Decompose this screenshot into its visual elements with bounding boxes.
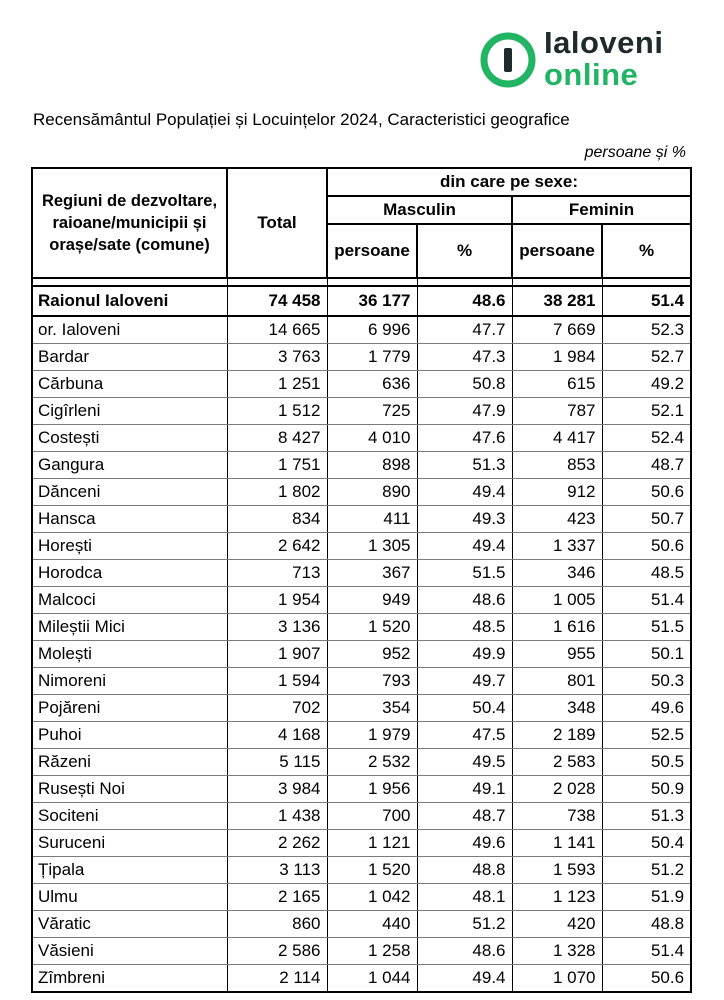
- cell-name: Văratic: [32, 911, 227, 938]
- cell-female-persons: 1 337: [512, 533, 602, 560]
- table-row: [32, 506, 691, 533]
- cell-name: Bardar: [32, 344, 227, 371]
- cell-female-persons: 1 984: [512, 344, 602, 371]
- cell-female-persons: 2 189: [512, 722, 602, 749]
- table-row: [32, 316, 691, 344]
- cell-female-persons: 1 005: [512, 587, 602, 614]
- cell-male-persons: 952: [327, 641, 417, 668]
- cell-female-percent: 50.6: [602, 965, 691, 993]
- table-row: [32, 560, 691, 587]
- header-male-persons: persoane: [327, 224, 417, 278]
- table-row: [32, 371, 691, 398]
- cell-female-persons: 787: [512, 398, 602, 425]
- table-row: [32, 749, 691, 776]
- cell-male-percent: 50.8: [417, 371, 512, 398]
- cell-male-persons: 1 305: [327, 533, 417, 560]
- cell-female-percent: 48.8: [602, 911, 691, 938]
- cell-male-percent: 48.1: [417, 884, 512, 911]
- cell-total: 1 512: [227, 398, 327, 425]
- cell-male-persons: 411: [327, 506, 417, 533]
- total-row: [32, 286, 691, 316]
- cell-male-percent: 48.6: [417, 938, 512, 965]
- table-body: [32, 278, 691, 992]
- cell-name: Sociteni: [32, 803, 227, 830]
- cell-female-percent: 50.1: [602, 641, 691, 668]
- header-female-persons: persoane: [512, 224, 602, 278]
- cell-male-percent: 51.2: [417, 911, 512, 938]
- page-title: Recensământul Populației și Locuințelor 2024, Caracteristici geografice: [33, 110, 570, 129]
- cell-total: 74 458: [227, 286, 327, 316]
- cell-total: 1 251: [227, 371, 327, 398]
- cell-total: 1 751: [227, 452, 327, 479]
- logo-text-ialoveni: Ialoveni: [544, 25, 664, 60]
- cell-male-percent: 48.7: [417, 803, 512, 830]
- cell-female-persons: 2 583: [512, 749, 602, 776]
- cell-male-persons: 1 044: [327, 965, 417, 993]
- cell-total: 860: [227, 911, 327, 938]
- cell-female-persons: 1 070: [512, 965, 602, 993]
- cell-male-percent: 49.5: [417, 749, 512, 776]
- table-row: [32, 965, 691, 993]
- cell-male-persons: 36 177: [327, 286, 417, 316]
- cell-female-persons: 346: [512, 560, 602, 587]
- cell-female-persons: 423: [512, 506, 602, 533]
- cell-female-percent: 49.2: [602, 371, 691, 398]
- cell-male-persons: 898: [327, 452, 417, 479]
- table-row: [32, 425, 691, 452]
- cell-male-persons: 725: [327, 398, 417, 425]
- cell-male-persons: 1 121: [327, 830, 417, 857]
- table-row: [32, 344, 691, 371]
- cell-female-percent: 51.4: [602, 938, 691, 965]
- cell-female-persons: 1 123: [512, 884, 602, 911]
- cell-male-persons: 1 520: [327, 857, 417, 884]
- cell-male-persons: 1 956: [327, 776, 417, 803]
- cell-name: Pojăreni: [32, 695, 227, 722]
- cell-name: Cărbuna: [32, 371, 227, 398]
- cell-total: 713: [227, 560, 327, 587]
- cell-female-persons: 420: [512, 911, 602, 938]
- brand-logo: [478, 26, 688, 96]
- cell-male-percent: 49.9: [417, 641, 512, 668]
- cell-female-percent: 50.7: [602, 506, 691, 533]
- table-row: [32, 398, 691, 425]
- cell-total: 3 763: [227, 344, 327, 371]
- cell-name: Mileștii Mici: [32, 614, 227, 641]
- cell-male-percent: 51.5: [417, 560, 512, 587]
- header-by-sex: din care pe sexe:: [327, 168, 691, 196]
- table-row: [32, 695, 691, 722]
- cell-total: 834: [227, 506, 327, 533]
- cell-female-percent: 52.7: [602, 344, 691, 371]
- cell-name: or. Ialoveni: [32, 316, 227, 344]
- cell-name: Văsieni: [32, 938, 227, 965]
- cell-female-persons: 1 141: [512, 830, 602, 857]
- cell-name: Horești: [32, 533, 227, 560]
- cell-name: Molești: [32, 641, 227, 668]
- cell-name: Hansca: [32, 506, 227, 533]
- cell-name: Țipala: [32, 857, 227, 884]
- cell-total: 2 262: [227, 830, 327, 857]
- cell-female-percent: 52.4: [602, 425, 691, 452]
- cell-total: 2 114: [227, 965, 327, 993]
- cell-male-persons: 367: [327, 560, 417, 587]
- header-female-percent: %: [602, 224, 691, 278]
- cell-male-percent: 49.4: [417, 479, 512, 506]
- header-total: Total: [227, 168, 327, 278]
- table-row: [32, 641, 691, 668]
- cell-male-percent: 51.3: [417, 452, 512, 479]
- cell-total: 2 586: [227, 938, 327, 965]
- cell-female-percent: 48.7: [602, 452, 691, 479]
- cell-male-percent: 49.6: [417, 830, 512, 857]
- cell-female-percent: 50.6: [602, 533, 691, 560]
- census-table: [31, 167, 692, 993]
- table-row: [32, 911, 691, 938]
- cell-female-percent: 49.6: [602, 695, 691, 722]
- cell-total: 3 136: [227, 614, 327, 641]
- table-row: [32, 668, 691, 695]
- cell-total: 2 642: [227, 533, 327, 560]
- cell-female-percent: 50.3: [602, 668, 691, 695]
- cell-name: Dănceni: [32, 479, 227, 506]
- cell-total: 702: [227, 695, 327, 722]
- cell-name: Ulmu: [32, 884, 227, 911]
- cell-name: Cigîrleni: [32, 398, 227, 425]
- cell-male-persons: 4 010: [327, 425, 417, 452]
- cell-female-persons: 615: [512, 371, 602, 398]
- cell-name: Horodca: [32, 560, 227, 587]
- cell-female-percent: 51.4: [602, 587, 691, 614]
- table-row: [32, 830, 691, 857]
- table-row: [32, 803, 691, 830]
- cell-female-persons: 7 669: [512, 316, 602, 344]
- cell-female-percent: 51.2: [602, 857, 691, 884]
- cell-name: Zîmbreni: [32, 965, 227, 993]
- cell-male-persons: 1 042: [327, 884, 417, 911]
- table-row: [32, 884, 691, 911]
- cell-male-persons: 440: [327, 911, 417, 938]
- cell-female-persons: 38 281: [512, 286, 602, 316]
- cell-total: 2 165: [227, 884, 327, 911]
- header-female: Feminin: [512, 196, 691, 224]
- cell-male-percent: 48.5: [417, 614, 512, 641]
- cell-total: 1 907: [227, 641, 327, 668]
- table-row: [32, 722, 691, 749]
- cell-male-percent: 49.4: [417, 533, 512, 560]
- cell-male-percent: 49.3: [417, 506, 512, 533]
- cell-male-percent: 47.6: [417, 425, 512, 452]
- cell-male-persons: 636: [327, 371, 417, 398]
- cell-male-persons: 354: [327, 695, 417, 722]
- table-row: [32, 533, 691, 560]
- cell-total: 5 115: [227, 749, 327, 776]
- cell-female-persons: 1 616: [512, 614, 602, 641]
- cell-female-persons: 2 028: [512, 776, 602, 803]
- cell-male-percent: 48.8: [417, 857, 512, 884]
- table-row: [32, 776, 691, 803]
- cell-name: Puhoi: [32, 722, 227, 749]
- spacer-row: [32, 278, 691, 286]
- cell-name: Nimoreni: [32, 668, 227, 695]
- cell-name: Gangura: [32, 452, 227, 479]
- cell-male-persons: 1 779: [327, 344, 417, 371]
- cell-name: Rusești Noi: [32, 776, 227, 803]
- cell-male-percent: 47.9: [417, 398, 512, 425]
- table-row: [32, 587, 691, 614]
- cell-total: 14 665: [227, 316, 327, 344]
- cell-male-percent: 48.6: [417, 587, 512, 614]
- cell-total: 8 427: [227, 425, 327, 452]
- cell-total: 3 984: [227, 776, 327, 803]
- cell-female-percent: 51.9: [602, 884, 691, 911]
- cell-name: Costești: [32, 425, 227, 452]
- logo-ring-icon: [478, 30, 538, 90]
- cell-name: Răzeni: [32, 749, 227, 776]
- table-row: [32, 479, 691, 506]
- cell-female-percent: 50.9: [602, 776, 691, 803]
- cell-male-persons: 949: [327, 587, 417, 614]
- cell-female-percent: 51.3: [602, 803, 691, 830]
- cell-female-persons: 955: [512, 641, 602, 668]
- cell-male-persons: 2 532: [327, 749, 417, 776]
- cell-female-percent: 52.1: [602, 398, 691, 425]
- cell-female-percent: 50.6: [602, 479, 691, 506]
- cell-male-percent: 47.3: [417, 344, 512, 371]
- cell-female-persons: 738: [512, 803, 602, 830]
- cell-male-percent: 49.4: [417, 965, 512, 993]
- cell-male-percent: 50.4: [417, 695, 512, 722]
- table-row: [32, 614, 691, 641]
- cell-total: 4 168: [227, 722, 327, 749]
- table-row: [32, 938, 691, 965]
- cell-female-persons: 1 328: [512, 938, 602, 965]
- table-header: [32, 168, 691, 278]
- cell-female-percent: 52.3: [602, 316, 691, 344]
- cell-total: 1 438: [227, 803, 327, 830]
- header-male-percent: %: [417, 224, 512, 278]
- logo-text-online: online: [544, 57, 639, 92]
- cell-male-persons: 1 979: [327, 722, 417, 749]
- cell-female-persons: 801: [512, 668, 602, 695]
- cell-male-persons: 793: [327, 668, 417, 695]
- cell-female-persons: 912: [512, 479, 602, 506]
- cell-female-persons: 348: [512, 695, 602, 722]
- cell-male-percent: 48.6: [417, 286, 512, 316]
- cell-male-persons: 1 520: [327, 614, 417, 641]
- cell-male-persons: 700: [327, 803, 417, 830]
- table-row: [32, 452, 691, 479]
- cell-name: Raionul Ialoveni: [32, 286, 227, 316]
- header-region: Regiuni de dezvoltare, raioane/municipii și orașe/sate (comune): [32, 168, 227, 278]
- table-row: [32, 857, 691, 884]
- unit-caption: persoane și %: [584, 144, 686, 161]
- cell-female-persons: 1 593: [512, 857, 602, 884]
- cell-female-percent: 51.4: [602, 286, 691, 316]
- cell-total: 1 954: [227, 587, 327, 614]
- cell-male-percent: 47.7: [417, 316, 512, 344]
- cell-male-persons: 6 996: [327, 316, 417, 344]
- cell-male-percent: 49.1: [417, 776, 512, 803]
- cell-male-percent: 47.5: [417, 722, 512, 749]
- cell-total: 3 113: [227, 857, 327, 884]
- cell-female-percent: 52.5: [602, 722, 691, 749]
- header-male: Masculin: [327, 196, 512, 224]
- cell-female-percent: 50.4: [602, 830, 691, 857]
- cell-name: Malcoci: [32, 587, 227, 614]
- cell-female-persons: 853: [512, 452, 602, 479]
- cell-male-persons: 1 258: [327, 938, 417, 965]
- cell-female-persons: 4 417: [512, 425, 602, 452]
- cell-male-percent: 49.7: [417, 668, 512, 695]
- cell-name: Suruceni: [32, 830, 227, 857]
- cell-total: 1 594: [227, 668, 327, 695]
- cell-female-percent: 48.5: [602, 560, 691, 587]
- cell-female-percent: 51.5: [602, 614, 691, 641]
- cell-female-percent: 50.5: [602, 749, 691, 776]
- cell-total: 1 802: [227, 479, 327, 506]
- cell-male-persons: 890: [327, 479, 417, 506]
